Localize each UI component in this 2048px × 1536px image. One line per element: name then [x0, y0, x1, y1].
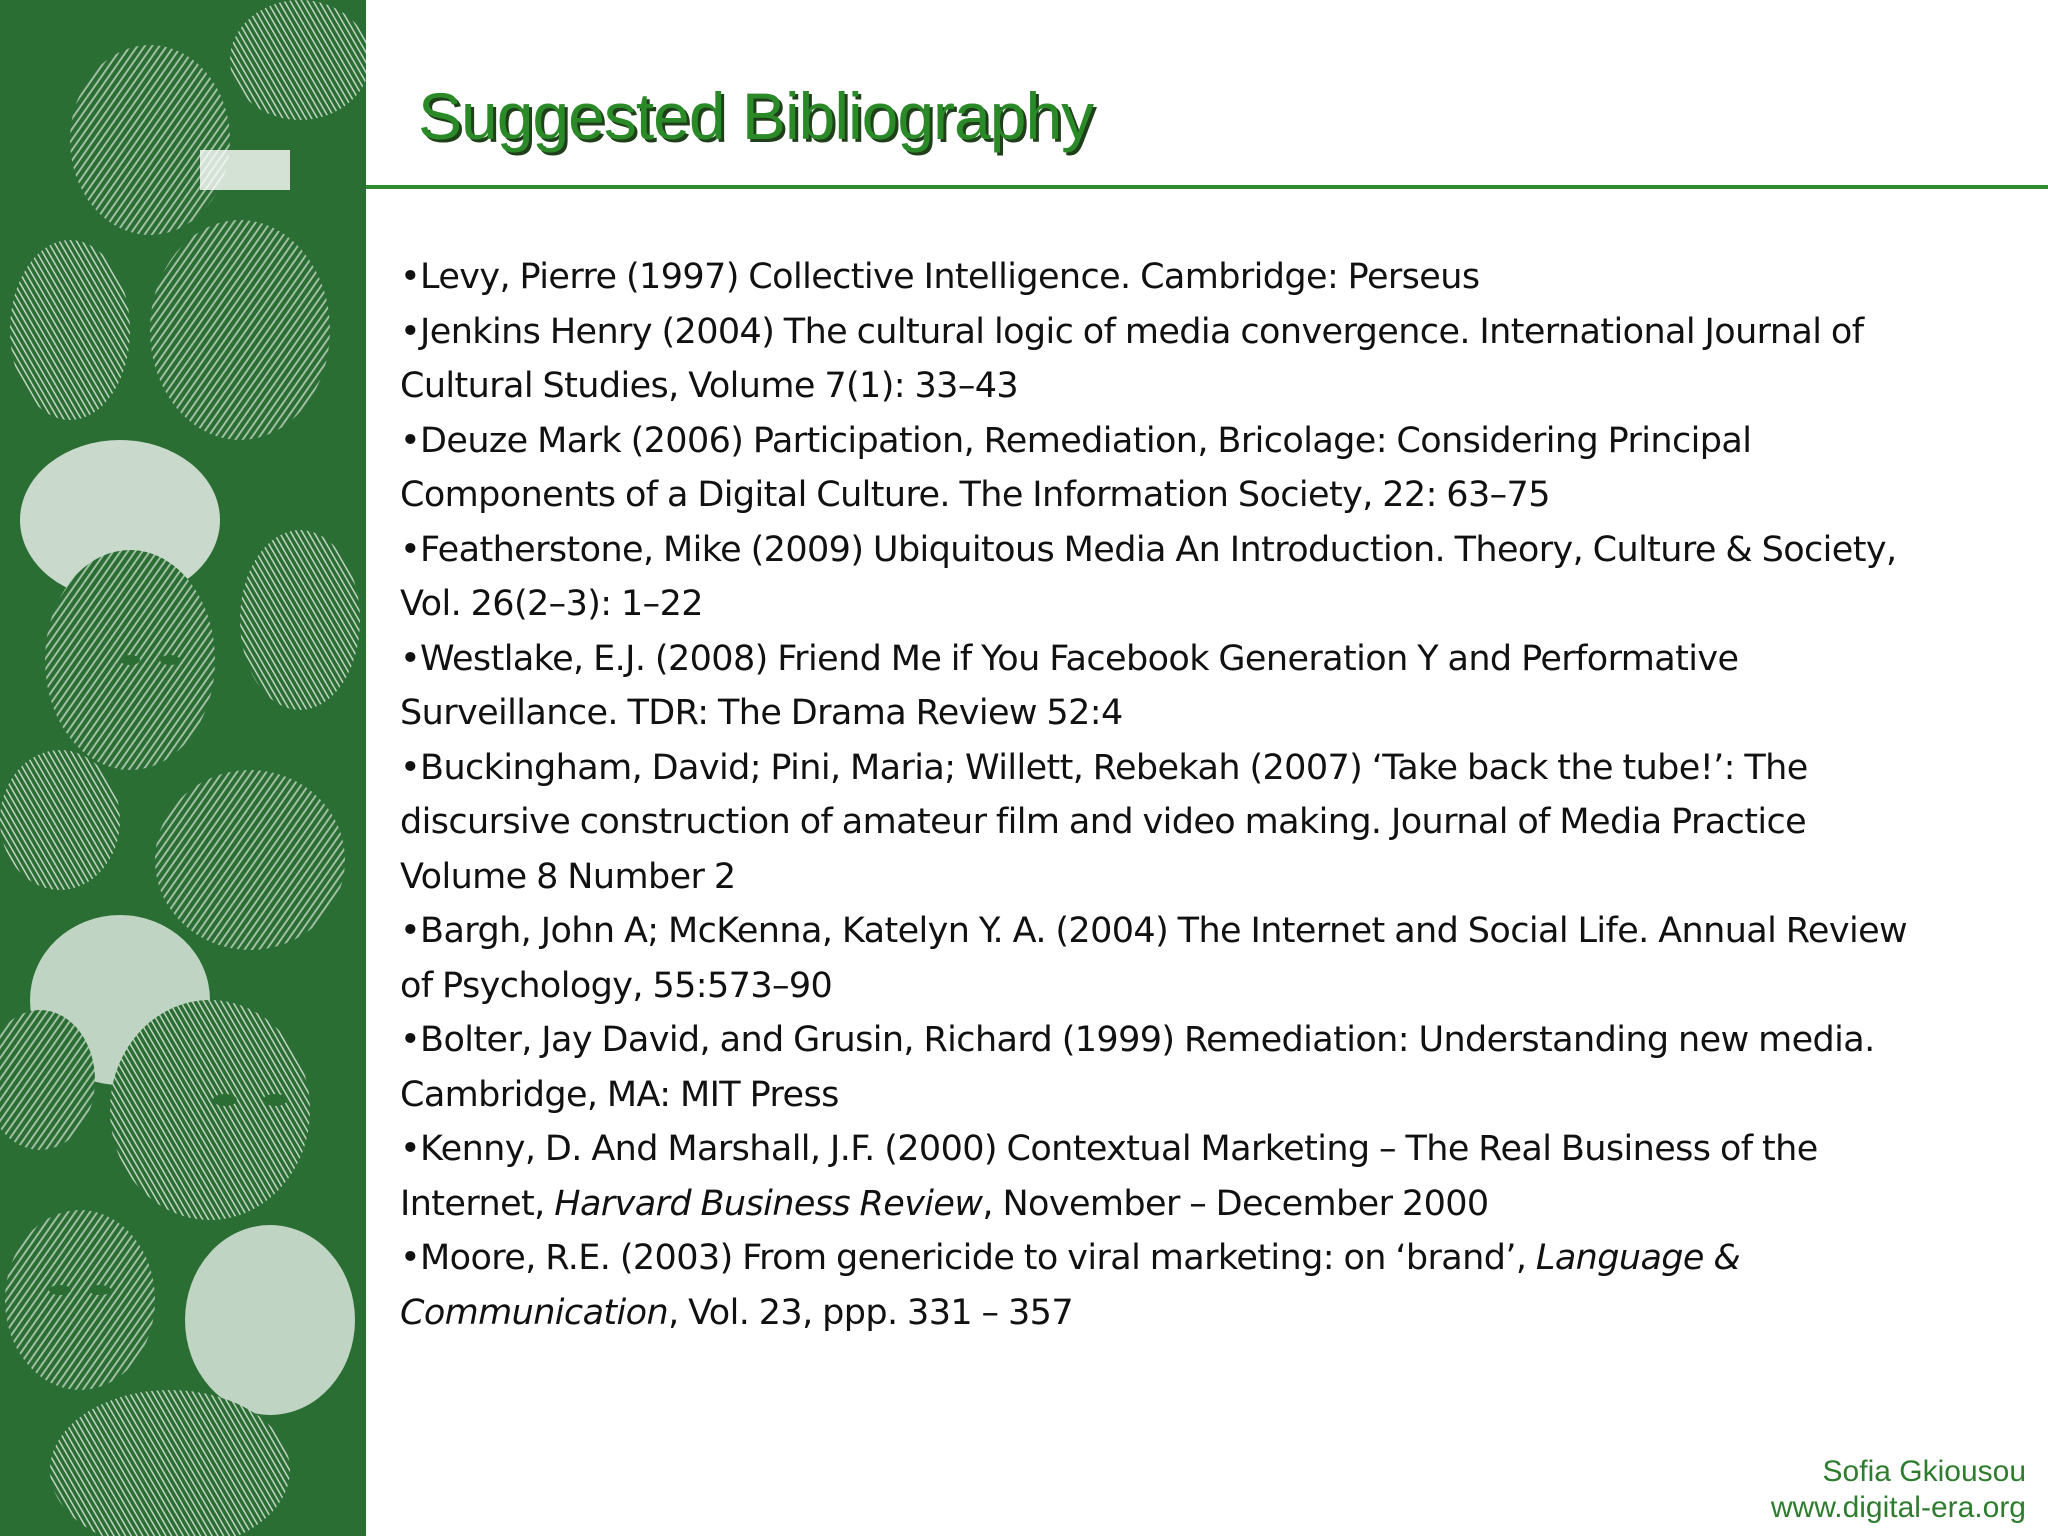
- list-item: [400, 1231, 1920, 1340]
- list-item: [400, 1013, 1920, 1122]
- bullet-icon: •: [400, 911, 421, 951]
- bullet-icon: •: [400, 257, 421, 297]
- list-item: [400, 523, 1920, 632]
- bullet-icon: •: [400, 747, 421, 788]
- reference-text: Westlake, E.J. (2008) Friend Me if You Facebook Generation Y and Performative Surveillance. TDR: The Drama Review 52:4: [400, 638, 1739, 733]
- reference-text: Deuze Mark (2006) Participation, Remediation, Bricolage: Considering Principal Components of a Digital Culture. The Information Society, 22: 63–75: [400, 420, 1752, 515]
- reference-text: Buckingham, David; Pini, Maria; Willett, Rebekah (2007) ‘Take back the tube!’: The discursive construction of amateur film and video making. Journal of Media Practice Volume 8 Number 2: [400, 747, 1808, 897]
- reference-text: Moore, R.E. (2003) From genericide to viral marketing: on ‘brand’,: [420, 1238, 1536, 1278]
- list-item: [400, 632, 1920, 741]
- website-link[interactable]: www.digital-era.org: [1770, 1491, 2026, 1524]
- reference-text: Bargh, John A; McKenna, Katelyn Y. A. (2004) The Internet and Social Life. Annual Review of Psychology, 55:573–90: [400, 911, 1908, 1006]
- list-item: [400, 250, 1920, 305]
- list-item: [400, 904, 1920, 1013]
- bullet-icon: •: [400, 1238, 421, 1278]
- reference-journal: Language & Communication: [400, 1238, 1741, 1333]
- bullet-icon: •: [400, 638, 421, 679]
- reference-text: Bolter, Jay David, and Grusin, Richard (1999) Remediation: Understanding new media. Cambridge, MA: MIT Press: [400, 1020, 1875, 1115]
- reference-text: Kenny, D. And Marshall, J.F. (2000) Contextual Marketing – The Real Business of the Internet,: [400, 1129, 1818, 1224]
- reference-journal: Harvard Business Review: [554, 1183, 983, 1224]
- bullet-icon: •: [400, 1129, 421, 1169]
- reference-text-end: , November – December 2000: [982, 1183, 1489, 1224]
- bullet-icon: •: [400, 529, 421, 570]
- author-name: Sofia Gkiousou: [1822, 1455, 2026, 1488]
- reference-text: Jenkins Henry (2004) The cultural logic of media convergence. International Journal of Cultural Studies, Volume 7(1): 33–43: [400, 311, 1864, 406]
- list-item: [400, 741, 1920, 905]
- bibliography-list: [400, 250, 1920, 1340]
- list-item: [400, 305, 1920, 414]
- reference-text: Levy, Pierre (1997) Collective Intelligence. Cambridge: Perseus: [420, 257, 1480, 297]
- footer: [1771, 1454, 2026, 1526]
- title-divider: [366, 185, 2048, 189]
- bullet-icon: •: [400, 311, 421, 352]
- bullet-icon: •: [400, 420, 421, 461]
- reference-text: Featherstone, Mike (2009) Ubiquitous Media An Introduction. Theory, Culture & Society, Vol. 26(2–3): 1–22: [400, 529, 1897, 624]
- list-item: [400, 1122, 1920, 1231]
- slide-title: Suggested Bibliography: [418, 79, 1094, 153]
- reference-text-end: , Vol. 23, ppp. 331 – 357: [668, 1292, 1073, 1333]
- crowd-halftone-photo-icon: [0, 0, 366, 1536]
- bullet-icon: •: [400, 1020, 421, 1060]
- list-item: [400, 414, 1920, 523]
- crowd-photo-panel: [0, 0, 366, 1536]
